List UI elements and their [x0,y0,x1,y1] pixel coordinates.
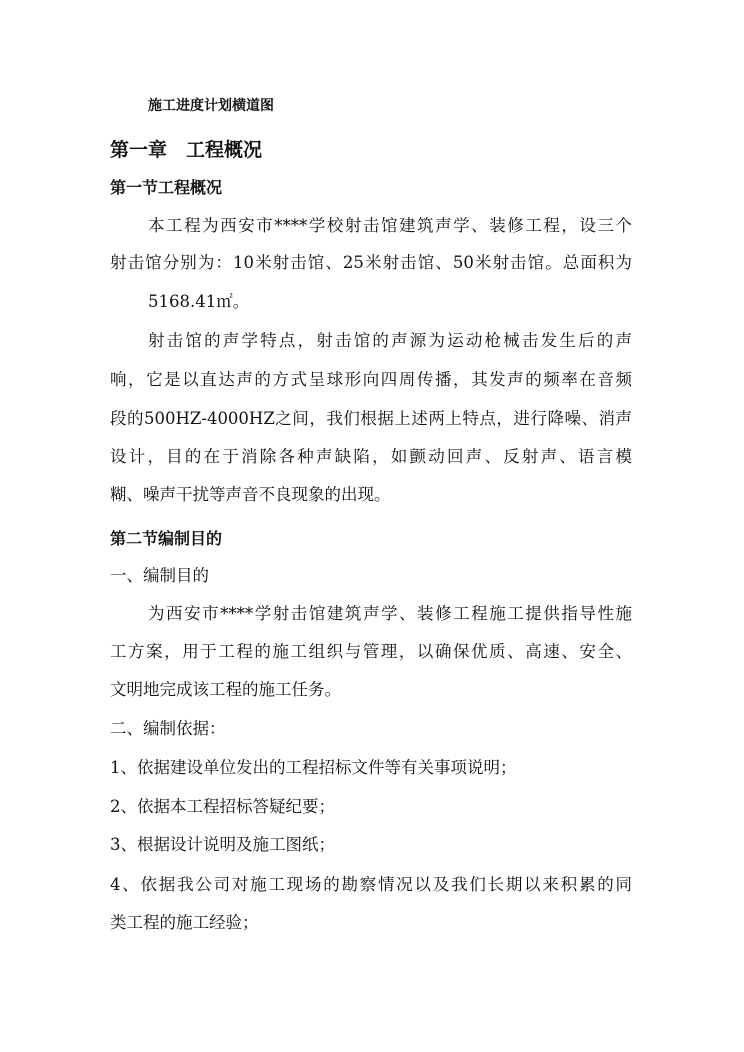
section-heading: 第二节编制目的 [110,529,223,548]
paragraph-line: 文明地完成该工程的施工任务。 [110,680,341,699]
list-item: 4、依据我公司对施工现场的勘察情况以及我们长期以来积累的同 [110,875,632,894]
area-end: 。 [232,292,250,311]
paragraph-line: 射击馆分别为：10米射击馆、25米射击馆、50米射击馆。总面积为 [110,253,632,272]
list-item: 1、依据建设单位发出的工程招标文件等有关事项说明； [110,758,517,777]
area-value: 5168.41㎡ [148,292,233,311]
paragraph-line: 本工程为西安市****学校射击馆建筑声学、装修工程，设三个 [148,216,632,235]
chapter-heading: 第一章 工程概况 [110,139,263,161]
list-item-continued: 类工程的施工经验； [110,913,259,932]
subheading: 一、编制目的 [110,566,209,585]
paragraph-line: 设计，目的在于消除各种声缺陷，如颤动回声、反射声、语言模 [110,447,632,466]
paragraph-line: 段的500HZ-4000HZ之间，我们根据上述两上特点，进行降噪、消声 [110,409,632,428]
paragraph-line: 糊、噪声干扰等声音不良现象的出现。 [110,485,391,504]
list-item: 3、根据设计说明及施工图纸； [110,835,335,854]
paragraph-line: 射击馆的声学特点，射击馆的声源为运动枪械击发生后的声 [148,331,632,350]
paragraph-line: 响，它是以直达声的方式呈球形向四周传播，其发声的频率在音频 [110,370,632,389]
document-title: 施工进度计划横道图 [148,98,274,114]
paragraph-line: 工方案，用于工程的施工组织与管理，以确保优质、高速、安全、 [110,642,632,661]
area-line [148,291,632,313]
subheading: 二、编制依据： [110,719,226,738]
paragraph-line: 为西安市****学射击馆建筑声学、装修工程施工提供指导性施 [148,604,632,623]
list-item: 2、依据本工程招标答疑纪要； [110,797,335,816]
section-heading: 第一节工程概况 [110,178,223,197]
